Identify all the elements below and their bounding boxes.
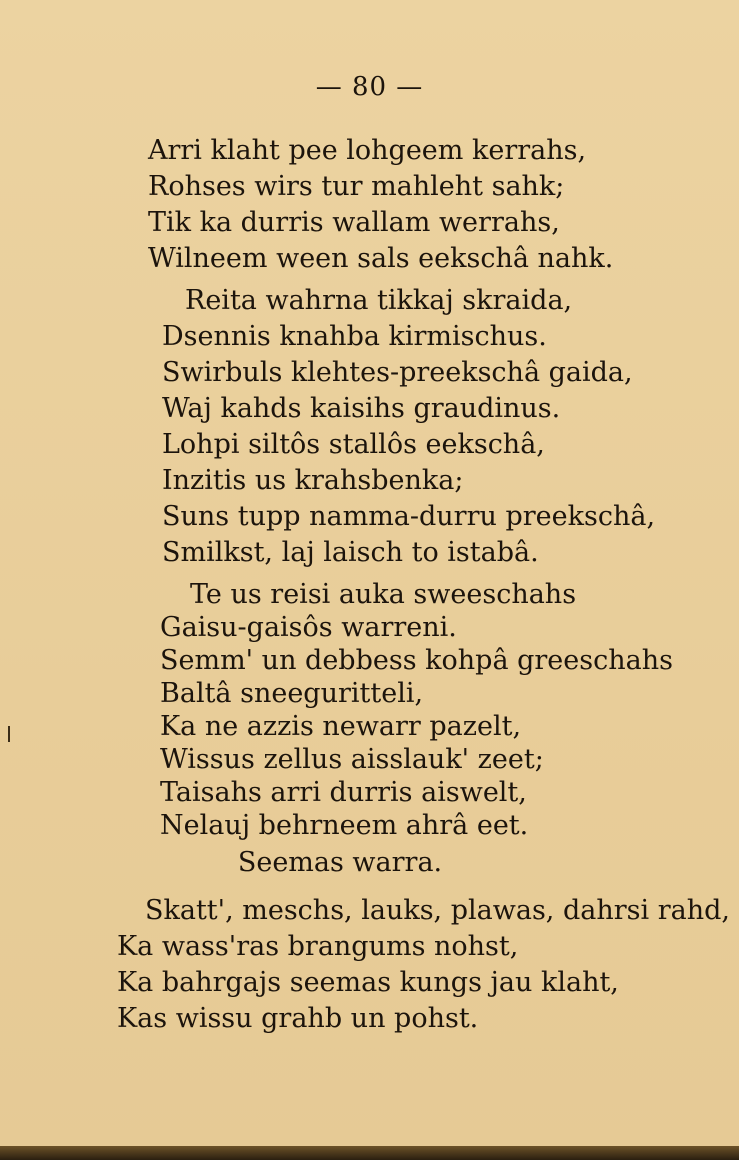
page-bottom-edge — [0, 1146, 739, 1160]
section-heading: Seemas warra. — [237, 847, 443, 878]
page-number: — 80 — — [315, 72, 424, 102]
poem-line: Tik ka durris wallam werrahs, — [148, 207, 560, 238]
margin-mark — [8, 726, 10, 742]
poem-line: Reita wahrna tikkaj skraida, — [185, 285, 573, 316]
poem-line: Waj kahds kaisihs graudinus. — [162, 393, 561, 424]
poem-line: Rohses wirs tur mahleht sahk; — [148, 171, 565, 202]
poem-line: Smilkst, laj laisch to istabâ. — [162, 537, 539, 568]
poem-line: Ka wass'ras brangums nohst, — [117, 931, 519, 962]
poem-line: Skatt', meschs, lauks, plawas, dahrsi rahd, — [145, 895, 730, 926]
poem-line: Semm' un debbess kohpâ greeschahs — [160, 645, 673, 676]
poem-line: Suns tupp namma-durru preekschâ, — [162, 501, 656, 532]
poem-line: Wilneem ween sals eekschâ nahk. — [148, 243, 614, 274]
poem-line: Wissus zellus aisslauk' zeet; — [160, 744, 544, 775]
poem-line: Ka ne azzis newarr pazelt, — [160, 711, 522, 742]
poem-line: Baltâ sneeguritteli, — [160, 678, 424, 709]
poem-line: Lohpi siltôs stallôs eekschâ, — [162, 429, 545, 460]
poem-line: Swirbuls klehtes-preekschâ gaida, — [162, 357, 633, 388]
poem-line: Ka bahrgajs seemas kungs jau klaht, — [117, 967, 619, 998]
poem-line: Nelauj behrneem ahrâ eet. — [160, 810, 529, 841]
poem-line: Dsennis knahba kirmischus. — [162, 321, 547, 352]
poem-line: Inzitis us krahsbenka; — [162, 465, 464, 496]
poem-line: Taisahs arri durris aiswelt, — [160, 777, 527, 808]
poem-line: Kas wissu grahb un pohst. — [117, 1003, 479, 1034]
poem-line: Arri klaht pee lohgeem kerrahs, — [148, 135, 587, 166]
poem-line: Te us reisi auka sweeschahs — [190, 579, 577, 610]
poem-line: Gaisu-gaisôs warreni. — [160, 612, 457, 643]
